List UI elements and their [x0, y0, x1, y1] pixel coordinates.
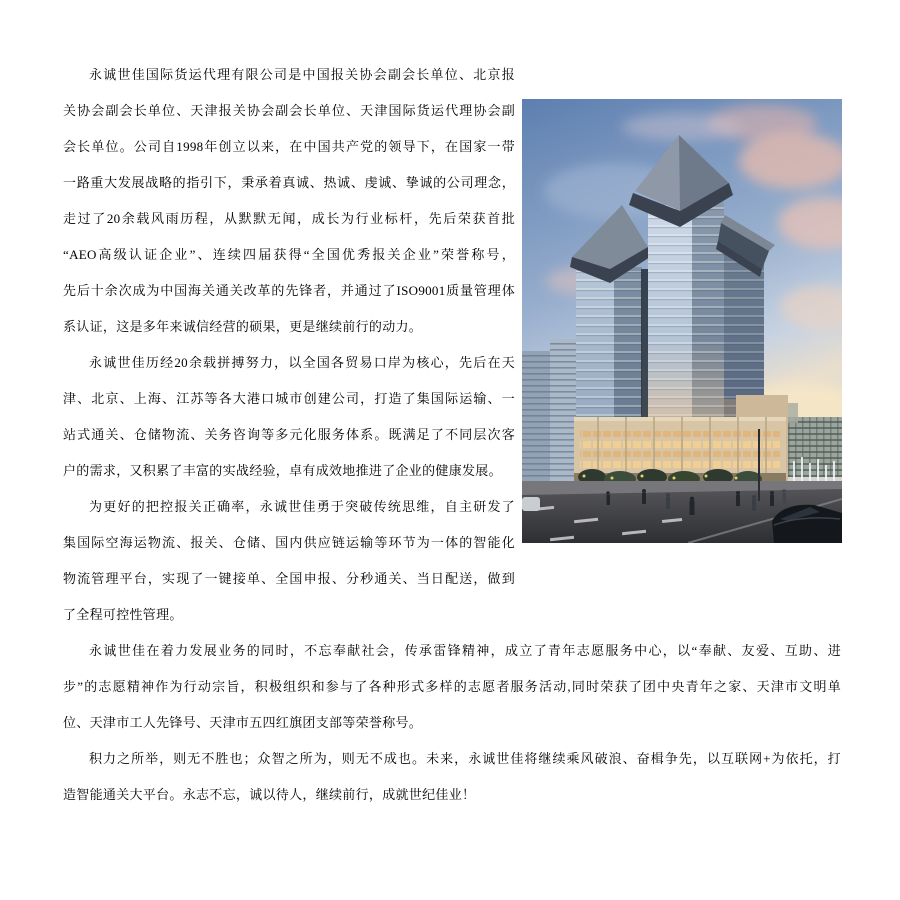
text-line: 站式通关、仓储物流、关务咨询等多元化服务体系。既满足了不同层次客	[63, 427, 515, 442]
office-tower-illustration	[522, 99, 842, 543]
text-line: 关协会副会长单位、天津报关协会副会长单位、天津国际货运代理协会副	[63, 103, 515, 118]
text-line: 户的需求，又积累了丰富的实战经验，卓有成效地推进了企业的健康发展。	[63, 463, 502, 478]
text-line: 一路重大发展战略的指引下，秉承着真诚、热诚、虔诚、挚诚的公司理念，	[63, 175, 515, 190]
text-line: 永诚世佳历经20余载拼搏努力，以全国各贸易口岸为核心，先后在天	[89, 355, 515, 370]
text-line: 积力之所举，则无不胜也；众智之所为，则无不成也。未来，永诚世佳将继续乘风破浪、奋楫争先，以互联网+为依托，打	[89, 751, 841, 766]
text-line: 永诚世佳在着力发展业务的同时，不忘奉献社会，传承雷锋精神，成立了青年志愿服务中心，以“奉献、友爱、互助、进	[89, 643, 841, 658]
car	[772, 505, 842, 543]
text-line: 位、天津市工人先锋号、天津市五四红旗团支部等荣誉称号。	[63, 715, 423, 730]
text-line: 步”的志愿精神作为行动宗旨，积极组织和参与了各种形式多样的志愿者服务活动,同时荣获了团中央青年之家、天津市文明单	[63, 679, 841, 694]
text-line: 会长单位。公司自1998年创立以来，在中国共产党的领导下，在国家一带	[63, 139, 515, 154]
paragraph-4	[63, 633, 841, 741]
text-line: 系认证，这是多年来诚信经营的硕果，更是继续前行的动力。	[63, 319, 423, 334]
text-line: “AEO高级认证企业”、连续四届获得“全国优秀报关企业”荣誉称号，	[63, 247, 515, 262]
building-rendering-image	[522, 99, 842, 543]
text-line: 永诚世佳国际货运代理有限公司是中国报关协会副会长单位、北京报	[89, 67, 515, 82]
text-line: 走过了20余载风雨历程，从默默无闻，成长为行业标杆，先后荣获首批	[63, 211, 515, 226]
text-line: 了全程可控性管理。	[63, 607, 183, 622]
paragraph-5	[63, 741, 841, 813]
text-line: 集国际空海运物流、报关、仓储、国内供应链运输等环节为一体的智能化	[63, 535, 515, 550]
text-line: 物流管理平台，实现了一键接单、全国申报、分秒通关、当日配送，做到	[63, 571, 515, 586]
text-line: 造智能通关大平台。永志不忘，诚以待人，继续前行，成就世纪佳业！	[63, 787, 476, 802]
text-line: 津、北京、上海、江苏等各大港口城市创建公司，打造了集国际运输、一	[63, 391, 515, 406]
text-line: 先后十余次成为中国海关通关改革的先锋者，并通过了ISO9001质量管理体	[63, 283, 515, 298]
text-line: 为更好的把控报关正确率，永诚世佳勇于突破传统思维，自主研发了	[89, 499, 515, 514]
